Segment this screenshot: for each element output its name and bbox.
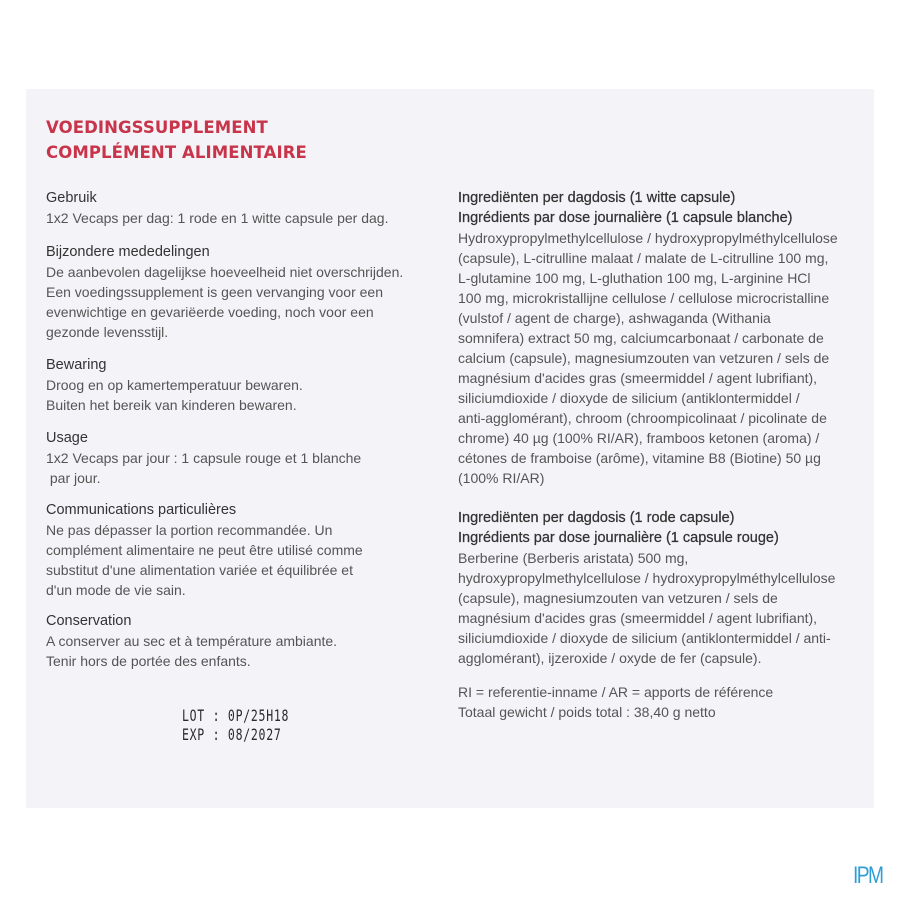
section-bewaring <box>46 355 303 415</box>
section-text: A conserver au sec et à température ambiante. <box>46 633 338 649</box>
ingredient-line: siliciumdioxide / dioxyde de silicium (antiklontermiddel / anti- <box>458 630 831 646</box>
section-gebruik <box>46 188 388 228</box>
title-french: COMPLÉMENT ALIMENTAIRE <box>46 143 307 162</box>
ingredient-line: somnifera) extract 50 mg, calciumcarbonaat / carbonate de <box>458 330 824 346</box>
ingredient-line: Hydroxypropylmethylcellulose / hydroxypropylméthylcellulose <box>458 230 838 246</box>
section-text: 1x2 Vecaps par jour : 1 capsule rouge et 1 blanche <box>46 450 362 466</box>
section-heading-french: Ingrédients par dose journalière (1 capsule rouge) <box>458 530 779 546</box>
section-text: Buiten het bereik van kinderen bewaren. <box>46 397 297 413</box>
ingredient-line: calcium (capsule), magnesiumzouten van vetzuren / sels de <box>458 350 830 366</box>
lot-number: LOT : 0P/25H18 <box>182 706 290 725</box>
ingredient-line: (capsule), L-citrulline malaat / malate de L-citrulline 100 mg, <box>458 250 829 266</box>
reference-note: RI = referentie-inname / AR = apports de référence <box>458 684 774 700</box>
total-weight: Totaal gewicht / poids total : 38,40 g netto <box>458 704 716 720</box>
section-text: gezonde levensstijl. <box>46 324 169 340</box>
section-heading: Communications particulières <box>46 502 237 518</box>
lot-expiry-stamp <box>182 706 289 744</box>
section-heading-dutch: Ingrediënten per dagdosis (1 rode capsule) <box>458 510 735 526</box>
ingredient-line: (vulstof / agent de charge), ashwaganda (Withania <box>458 310 771 326</box>
section-heading: Bijzondere mededelingen <box>46 244 210 260</box>
section-text: complément alimentaire ne peut être utilisé comme <box>46 542 363 558</box>
section-text: 1x2 Vecaps per dag: 1 rode en 1 witte capsule per dag. <box>46 210 389 226</box>
ingredient-line: agglomérant), ijzeroxide / oxyde de fer (capsule). <box>458 650 762 666</box>
section-heading-dutch: Ingrediënten per dagdosis (1 witte capsule) <box>458 190 736 206</box>
section-text: Ne pas dépasser la portion recommandée. Un <box>46 522 333 538</box>
section-heading: Conservation <box>46 613 132 629</box>
ingredient-line: siliciumdioxide / dioxyde de silicium (antiklontermiddel / <box>458 390 800 406</box>
section-heading: Bewaring <box>46 357 107 373</box>
section-text: d'un mode de vie sain. <box>46 582 186 598</box>
section-text: De aanbevolen dagelijkse hoeveelheid niet overschrijden. <box>46 264 404 280</box>
section-communications <box>46 500 363 600</box>
title-dutch: VOEDINGSSUPPLEMENT <box>46 118 268 137</box>
section-red-capsule-ingredients <box>458 508 835 668</box>
ingredient-line: (capsule), magnesiumzouten van vetzuren / sels de <box>458 590 778 606</box>
section-text: substitut d'une alimentation variée et équilibrée et <box>46 562 353 578</box>
ingredient-line: magnésium d'acides gras (smeermiddel / agent lubrifiant), <box>458 370 818 386</box>
section-reference-footer <box>458 682 773 722</box>
ingredient-line: chrome) 40 µg (100% RI/AR), framboos ketonen (aroma) / <box>458 430 820 446</box>
ingredient-line: anti-agglomérant), chroom (chroompicolinaat / picolinate de <box>458 410 827 426</box>
section-text: Droog en op kamertemperatuur bewaren. <box>46 377 303 393</box>
section-usage <box>46 428 361 488</box>
ingredient-line: magnésium d'acides gras (smeermiddel / agent lubrifiant), <box>458 610 818 626</box>
section-text: par jour. <box>46 470 101 486</box>
section-conservation <box>46 611 337 671</box>
section-text: Tenir hors de portée des enfants. <box>46 653 251 669</box>
section-text: evenwichtige en gevariëerde voeding, noch voor een <box>46 304 374 320</box>
ingredient-line: L-glutamine 100 mg, L-gluthation 100 mg, L-arginine HCl <box>458 270 811 286</box>
section-text: Een voedingssupplement is geen vervanging voor een <box>46 284 384 300</box>
section-heading: Usage <box>46 430 88 446</box>
ingredient-line: cétones de framboise (arôme), vitamine B8 (Biotine) 50 µg <box>458 450 821 466</box>
section-white-capsule-ingredients <box>458 188 838 488</box>
section-heading-french: Ingrédients par dose journalière (1 capsule blanche) <box>458 210 793 226</box>
section-bijzondere-mededelingen <box>46 242 403 342</box>
ipm-logo: IPM <box>853 862 883 889</box>
ingredient-line: (100% RI/AR) <box>458 470 545 486</box>
expiry-date: EXP : 08/2027 <box>182 725 282 744</box>
ingredient-line: Berberine (Berberis aristata) 500 mg, <box>458 550 689 566</box>
ingredient-line: 100 mg, microkristallijne cellulose / cellulose microcristalline <box>458 290 830 306</box>
ingredient-line: hydroxypropylmethylcellulose / hydroxypropylméthylcellulose <box>458 570 836 586</box>
section-heading: Gebruik <box>46 190 97 206</box>
